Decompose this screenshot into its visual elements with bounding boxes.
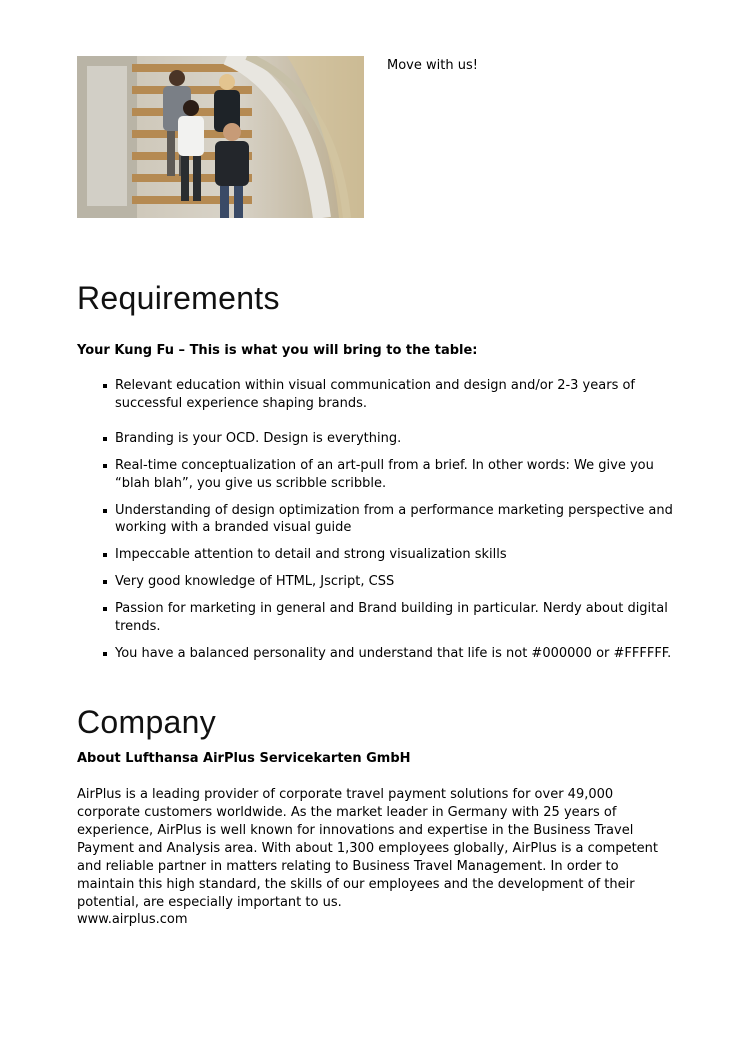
requirements-subheading: Your Kung Fu – This is what you will bring to the table: bbox=[77, 343, 478, 358]
requirement-item: Relevant education within visual communication and design and/or 2-3 years of successful experience shaping brands. bbox=[115, 377, 680, 412]
company-website-link[interactable]: www.airplus.com bbox=[77, 912, 188, 927]
team-staircase-photo bbox=[77, 56, 364, 218]
requirement-item: Real-time conceptualization of an art-pull from a brief. In other words: We give you “blah blah”, you give us scribble scribble. bbox=[115, 457, 680, 492]
requirement-item: Very good knowledge of HTML, Jscript, CSS bbox=[115, 573, 680, 591]
requirements-heading: Requirements bbox=[77, 280, 280, 316]
requirements-list bbox=[115, 377, 680, 672]
requirement-item: Branding is your OCD. Design is everything. bbox=[115, 430, 680, 448]
requirement-item: You have a balanced personality and understand that life is not #000000 or #FFFFFF. bbox=[115, 645, 680, 663]
requirement-item: Impeccable attention to detail and strong visualization skills bbox=[115, 546, 680, 564]
company-heading: Company bbox=[77, 704, 217, 740]
requirement-item: Passion for marketing in general and Brand building in particular. Nerdy about digital trends. bbox=[115, 600, 680, 635]
photo-caption: Move with us! bbox=[387, 58, 478, 73]
company-subheading: About Lufthansa AirPlus Servicekarten GmbH bbox=[77, 751, 411, 766]
company-description: AirPlus is a leading provider of corporate travel payment solutions for over 49,000 corporate customers worldwide. As the market leader in Germany with 25 years of experience, AirPlus is well known for innovations and expertise in the Business Travel Payment and Analysis area. With about 1,300 employees globally, AirPlus is a competent and reliable partner in matters relating to Business Travel Management. In order to maintain this high standard, the skills of our employees and the development of their potential, are especially important to us. bbox=[77, 787, 659, 910]
requirement-item: Understanding of design optimization from a performance marketing perspective and working with a branded visual guide bbox=[115, 502, 680, 537]
